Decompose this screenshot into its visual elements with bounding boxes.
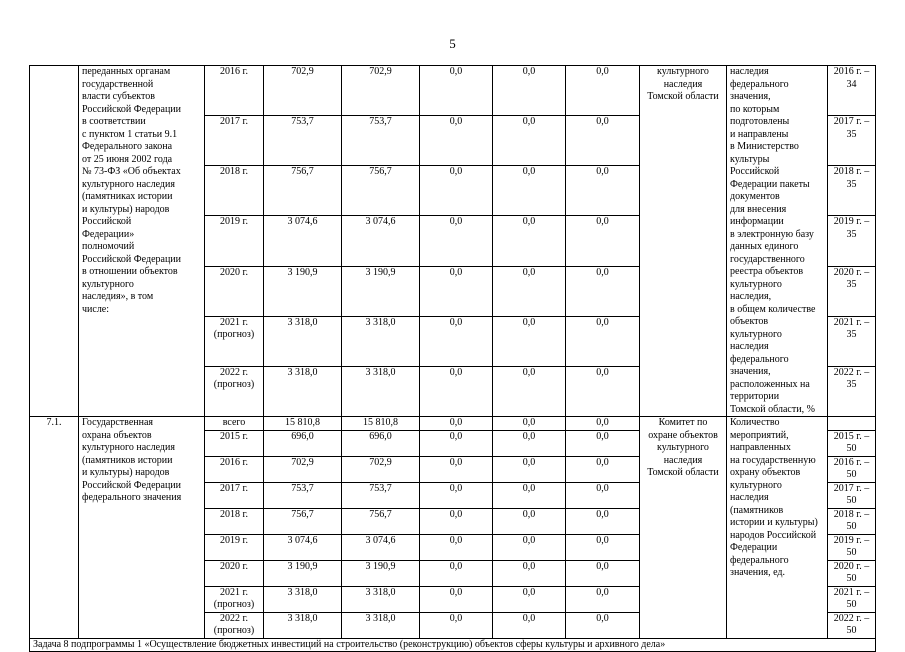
- task-heading: Задача 8 подпрограммы 1 «Осуществление бюджетных инвестиций на строительство (реконструкцию) объектов сферы культуры и архивного дела»: [30, 638, 876, 652]
- total-cell: 3 074,6: [264, 534, 342, 560]
- extra-budget-cell: 0,0: [566, 430, 640, 456]
- federal-budget-cell: 3 318,0: [342, 612, 420, 638]
- year-cell: 2019 г.: [205, 216, 264, 266]
- total-cell: 702,9: [264, 66, 342, 116]
- federal-budget-cell: 3 190,9: [342, 560, 420, 586]
- federal-budget-cell: 702,9: [342, 456, 420, 482]
- year-cell: 2020 г.: [205, 560, 264, 586]
- item-number: 7.1.: [30, 417, 79, 639]
- task-row: [30, 638, 876, 652]
- total-cell: 3 190,9: [264, 560, 342, 586]
- extra-budget-cell: 0,0: [566, 560, 640, 586]
- extra-budget-cell: 0,0: [566, 417, 640, 431]
- extra-budget-cell: 0,0: [566, 366, 640, 416]
- local-budget-cell: 0,0: [493, 116, 566, 166]
- federal-budget-cell: 3 318,0: [342, 316, 420, 366]
- target-value-cell: 2016 г. – 34: [828, 66, 876, 116]
- local-budget-cell: 0,0: [493, 586, 566, 612]
- total-cell: 756,7: [264, 166, 342, 216]
- regional-budget-cell: 0,0: [420, 482, 493, 508]
- target-value-cell: 2021 г. – 35: [828, 316, 876, 366]
- local-budget-cell: 0,0: [493, 166, 566, 216]
- target-value-cell: 2016 г. – 50: [828, 456, 876, 482]
- regional-budget-cell: 0,0: [420, 316, 493, 366]
- regional-budget-cell: 0,0: [420, 366, 493, 416]
- local-budget-cell: 0,0: [493, 482, 566, 508]
- year-cell: 2016 г.: [205, 66, 264, 116]
- year-cell: 2017 г.: [205, 116, 264, 166]
- local-budget-cell: 0,0: [493, 366, 566, 416]
- year-cell: всего: [205, 417, 264, 431]
- extra-budget-cell: 0,0: [566, 66, 640, 116]
- regional-budget-cell: 0,0: [420, 456, 493, 482]
- federal-budget-cell: 3 074,6: [342, 534, 420, 560]
- year-cell: 2021 г. (прогноз): [205, 316, 264, 366]
- local-budget-cell: 0,0: [493, 534, 566, 560]
- total-cell: 753,7: [264, 482, 342, 508]
- regional-budget-cell: 0,0: [420, 534, 493, 560]
- target-value-cell: 2021 г. – 50: [828, 586, 876, 612]
- federal-budget-cell: 15 810,8: [342, 417, 420, 431]
- target-value-cell: 2019 г. – 35: [828, 216, 876, 266]
- local-budget-cell: 0,0: [493, 66, 566, 116]
- target-value-cell: 2015 г. – 50: [828, 430, 876, 456]
- year-cell: 2019 г.: [205, 534, 264, 560]
- year-cell: 2022 г. (прогноз): [205, 612, 264, 638]
- regional-budget-cell: 0,0: [420, 166, 493, 216]
- target-value-cell: 2018 г. – 35: [828, 166, 876, 216]
- total-cell: 3 318,0: [264, 316, 342, 366]
- regional-budget-cell: 0,0: [420, 612, 493, 638]
- extra-budget-cell: 0,0: [566, 456, 640, 482]
- federal-budget-cell: 3 190,9: [342, 266, 420, 316]
- local-budget-cell: 0,0: [493, 316, 566, 366]
- local-budget-cell: 0,0: [493, 216, 566, 266]
- extra-budget-cell: 0,0: [566, 216, 640, 266]
- federal-budget-cell: 702,9: [342, 66, 420, 116]
- total-cell: 3 190,9: [264, 266, 342, 316]
- target-value-cell: 2022 г. – 50: [828, 612, 876, 638]
- executor-cell: Комитет по охране объектов культурного наследия Томской области: [640, 417, 727, 639]
- table-body: [30, 66, 876, 652]
- local-budget-cell: 0,0: [493, 560, 566, 586]
- regional-budget-cell: 0,0: [420, 430, 493, 456]
- target-value-cell: 2018 г. – 50: [828, 508, 876, 534]
- table-row: [30, 417, 876, 431]
- target-value-cell: [828, 417, 876, 431]
- page-number: 5: [449, 36, 456, 51]
- target-value-cell: 2020 г. – 35: [828, 266, 876, 316]
- local-budget-cell: 0,0: [493, 508, 566, 534]
- target-value-cell: 2017 г. – 35: [828, 116, 876, 166]
- federal-budget-cell: 3 318,0: [342, 586, 420, 612]
- extra-budget-cell: 0,0: [566, 482, 640, 508]
- local-budget-cell: 0,0: [493, 417, 566, 431]
- total-cell: 15 810,8: [264, 417, 342, 431]
- total-cell: 3 318,0: [264, 586, 342, 612]
- local-budget-cell: 0,0: [493, 456, 566, 482]
- executor-cell: культурного наследия Томской области: [640, 66, 727, 417]
- target-value-cell: 2017 г. – 50: [828, 482, 876, 508]
- total-cell: 756,7: [264, 508, 342, 534]
- total-cell: 3 074,6: [264, 216, 342, 266]
- year-cell: 2018 г.: [205, 508, 264, 534]
- extra-budget-cell: 0,0: [566, 612, 640, 638]
- regional-budget-cell: 0,0: [420, 216, 493, 266]
- total-cell: 3 318,0: [264, 366, 342, 416]
- regional-budget-cell: 0,0: [420, 586, 493, 612]
- item-number: [30, 66, 79, 417]
- year-cell: 2021 г. (прогноз): [205, 586, 264, 612]
- extra-budget-cell: 0,0: [566, 266, 640, 316]
- extra-budget-cell: 0,0: [566, 166, 640, 216]
- federal-budget-cell: 3 318,0: [342, 366, 420, 416]
- federal-budget-cell: 753,7: [342, 482, 420, 508]
- federal-budget-cell: 3 074,6: [342, 216, 420, 266]
- regional-budget-cell: 0,0: [420, 66, 493, 116]
- federal-budget-cell: 696,0: [342, 430, 420, 456]
- year-cell: 2018 г.: [205, 166, 264, 216]
- total-cell: 3 318,0: [264, 612, 342, 638]
- program-table: [29, 65, 876, 652]
- local-budget-cell: 0,0: [493, 430, 566, 456]
- indicator-cell: Количество мероприятий, направленных на государственную охрану объектов культурного наследия (памятников истории и культуры) народов Российской Федерации федерального значения, ед.: [727, 417, 828, 639]
- extra-budget-cell: 0,0: [566, 534, 640, 560]
- year-cell: 2020 г.: [205, 266, 264, 316]
- local-budget-cell: 0,0: [493, 612, 566, 638]
- target-value-cell: 2019 г. – 50: [828, 534, 876, 560]
- extra-budget-cell: 0,0: [566, 316, 640, 366]
- total-cell: 696,0: [264, 430, 342, 456]
- year-cell: 2022 г. (прогноз): [205, 366, 264, 416]
- local-budget-cell: 0,0: [493, 266, 566, 316]
- table-row: [30, 66, 876, 116]
- federal-budget-cell: 756,7: [342, 508, 420, 534]
- regional-budget-cell: 0,0: [420, 266, 493, 316]
- target-value-cell: 2022 г. – 35: [828, 366, 876, 416]
- year-cell: 2016 г.: [205, 456, 264, 482]
- total-cell: 753,7: [264, 116, 342, 166]
- year-cell: 2017 г.: [205, 482, 264, 508]
- federal-budget-cell: 753,7: [342, 116, 420, 166]
- extra-budget-cell: 0,0: [566, 508, 640, 534]
- regional-budget-cell: 0,0: [420, 560, 493, 586]
- regional-budget-cell: 0,0: [420, 116, 493, 166]
- extra-budget-cell: 0,0: [566, 116, 640, 166]
- item-name: Государственная охрана объектов культурного наследия (памятников истории и культуры) народов Российской Федерации федерального значения: [79, 417, 205, 639]
- indicator-cell: наследия федерального значения, по которым подготовлены и направлены в Министерство культуры Российской Федерации пакеты документов для внесения информации в электронную базу данных единого государственного реестра объектов культурного наследия, в общем количестве объектов культурного наследия федерального значения, расположенных на территории Томской области, %: [727, 66, 828, 417]
- item-name: переданных органам государственной власти субъектов Российской Федерации в соответствии с пунктом 1 статьи 9.1 Федерального закона от 25 июня 2002 года № 73-ФЗ «Об объектах культурного наследия (памятниках истории и культуры) народов Российской Федерации» полномочий Российской Федерации в отношении объектов культурного наследия», в том числе:: [79, 66, 205, 417]
- regional-budget-cell: 0,0: [420, 508, 493, 534]
- total-cell: 702,9: [264, 456, 342, 482]
- target-value-cell: 2020 г. – 50: [828, 560, 876, 586]
- federal-budget-cell: 756,7: [342, 166, 420, 216]
- regional-budget-cell: 0,0: [420, 417, 493, 431]
- year-cell: 2015 г.: [205, 430, 264, 456]
- extra-budget-cell: 0,0: [566, 586, 640, 612]
